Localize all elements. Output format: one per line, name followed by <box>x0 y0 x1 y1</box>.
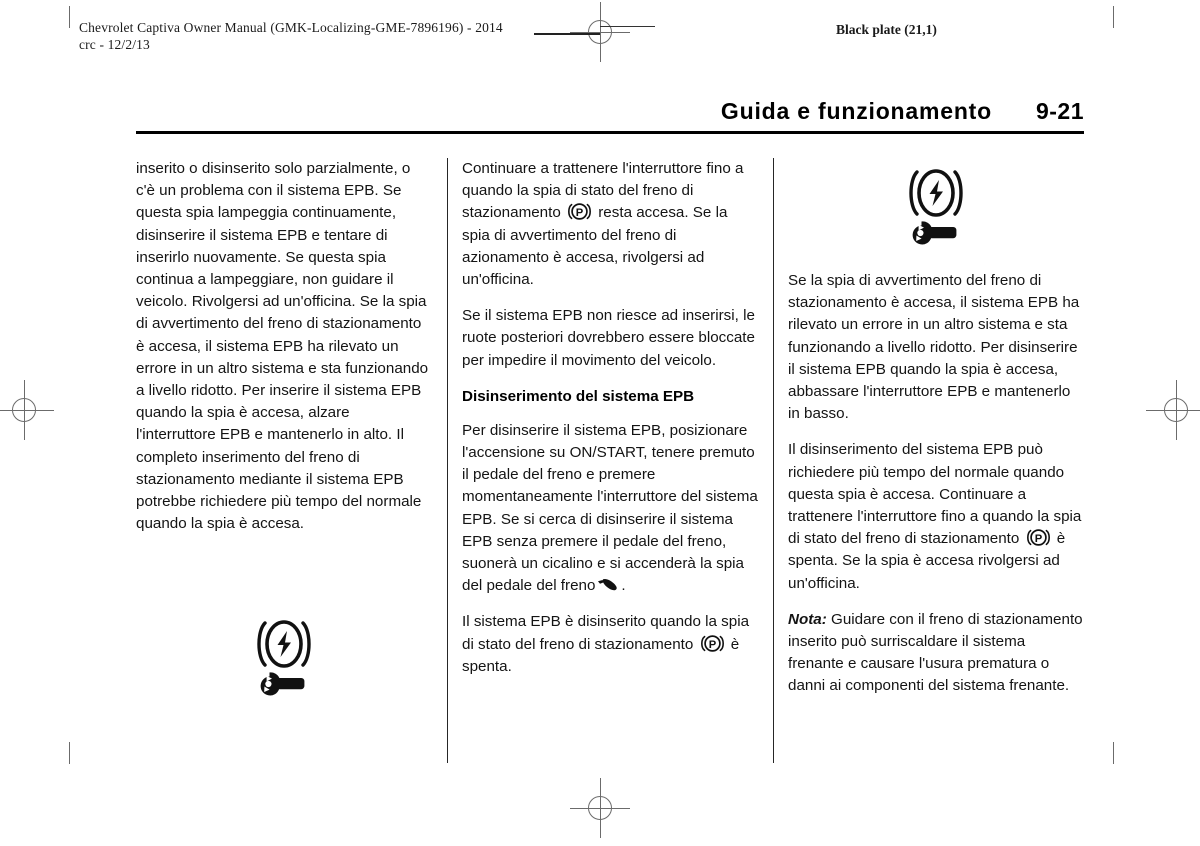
registration-mark-bottom <box>562 770 638 846</box>
year-strike-overlay <box>534 33 600 35</box>
crop-mark-bottom-left-v <box>69 742 70 764</box>
svg-text:P: P <box>1034 533 1042 546</box>
chapter-underline <box>136 131 1084 134</box>
paragraph <box>788 439 1084 594</box>
paragraph <box>462 611 758 678</box>
park-brake-status-icon <box>699 634 726 653</box>
paragraph-text: Continuare a trattenere l'interruttore fino a quando la spia di stato del freno di stazionamento <box>462 160 744 222</box>
chapter-title: Guida e funzionamento <box>720 98 992 124</box>
note-text: Guidare con il freno di stazionamento inserito può surriscaldare il sistema frenante e causare l'usura prematura o danni ai componenti del sistema frenante. <box>788 610 1083 695</box>
crop-mark-top-left-v <box>69 6 70 28</box>
paragraph-text: è spenta. Se la spia è accesa rivolgersi ad un'officina. <box>788 530 1066 592</box>
page-number: 9-21 <box>1035 98 1084 124</box>
registration-hline <box>570 808 630 809</box>
registration-vline <box>600 2 601 62</box>
registration-mark-right <box>1138 372 1200 448</box>
column-2 <box>462 158 758 692</box>
epb-warning-symbol-icon <box>905 162 967 248</box>
epb-warning-symbol-block-1 <box>136 613 432 699</box>
paragraph <box>462 420 758 598</box>
paragraph-text: resta accesa. Se la spia di avvertimento del freno di azionamento è accesa, rivolgersi ad un'officina. <box>462 204 728 289</box>
paragraph: Se la spia di avvertimento del freno di stazionamento è accesa, il sistema EPB ha rilevato un errore in un altro sistema e sta funzionando a livello ridotto. Per disinserire il sistema EPB quando la spia è accesa, abbassare l'interruttore EPB e mantenerlo in basso. <box>788 272 1080 423</box>
brake-pedal-icon <box>597 576 619 592</box>
park-brake-status-icon <box>566 202 593 221</box>
page-body <box>136 158 1084 758</box>
registration-ring-icon <box>12 398 36 422</box>
registration-mark-left <box>0 372 62 448</box>
registration-ring-icon <box>588 20 612 44</box>
registration-vline <box>1176 380 1177 440</box>
note-label: Nota: <box>788 610 827 628</box>
epb-warning-symbol-icon <box>253 613 315 699</box>
registration-ring-icon <box>588 796 612 820</box>
crop-mark-top-right-v <box>1113 6 1114 28</box>
registration-hline <box>0 410 54 411</box>
paragraph: Se il sistema EPB non riesce ad inserirsi, le ruote posteriori dovrebbero essere bloccate per impedire il movimento del veicolo. <box>462 307 755 369</box>
svg-text:P: P <box>708 638 716 651</box>
column-1 <box>136 158 432 549</box>
header-rule-overlay <box>600 26 655 27</box>
registration-ring-icon <box>1164 398 1188 422</box>
registration-vline <box>24 380 25 440</box>
column-divider-2 <box>773 158 774 763</box>
crop-mark-bottom-right-v <box>1113 742 1114 764</box>
paragraph-text: è spenta. <box>462 635 740 675</box>
paragraph: inserito o disinserito solo parzialmente, o c'è un problema con il sistema EPB. Se questa spia lampeggia continuamente, disinserire il sistema EPB e tentare di inserirlo nuovamente. Se questa spia continua a lampeggiare, non guidare il veicolo. Rivolgersi ad un'officina. Se la spia di avvertimento del freno di stazionamento è accesa, il sistema EPB ha rilevato un errore in un altro sistema e sta funzionando a livello ridotto. Per inserire il sistema EPB quando la spia è accesa, alzare l'interruttore EPB e mantenerlo in alto. Il completo inserimento del freno di stazionamento mediante il sistema EPB potrebbe richiedere più tempo del normale quando la spia è accesa. <box>136 160 429 533</box>
svg-text:P: P <box>575 207 584 220</box>
paragraph-text: Per disinserire il sistema EPB, posizionare l'accensione su ON/START, tenere premuto il pedale del freno e premere momentaneamente l'interruttore del sistema EPB. Se si cerca di disinserire il sistema EPB senza premere il pedale del freno, suonerà un cicalino e si accenderà la spia del pedale del freno <box>462 421 758 595</box>
registration-vline <box>600 778 601 838</box>
registration-hline <box>1146 410 1200 411</box>
manual-title-line: Chevrolet Captiva Owner Manual (GMK-Localizing-GME-7896196) - 2014 <box>79 20 503 35</box>
column-divider-1 <box>447 158 448 763</box>
paragraph-text: Il sistema EPB è disinserito quando la spia di stato del freno di stazionamento <box>462 613 750 653</box>
note-paragraph <box>788 609 1084 698</box>
section-subheading: Disinserimento del sistema EPB <box>462 387 695 405</box>
park-brake-status-icon <box>1025 528 1052 547</box>
manual-crc-line: crc - 12/2/13 <box>79 37 150 52</box>
epb-warning-symbol-block-3 <box>788 162 1084 248</box>
chapter-heading <box>136 98 1084 140</box>
black-plate-label: Black plate (21,1) <box>836 22 937 37</box>
paragraph-text: Il disinserimento del sistema EPB può richiedere più tempo del normale quando questa spia è accesa. Continuare a trattenere l'interruttore fino a quando la spia di stato del freno di stazionamento <box>788 441 1082 548</box>
registration-mark-top <box>562 0 638 70</box>
paragraph <box>462 158 758 291</box>
paragraph-text: . <box>621 577 626 595</box>
document-header-left <box>79 19 503 53</box>
column-3 <box>788 158 1084 698</box>
